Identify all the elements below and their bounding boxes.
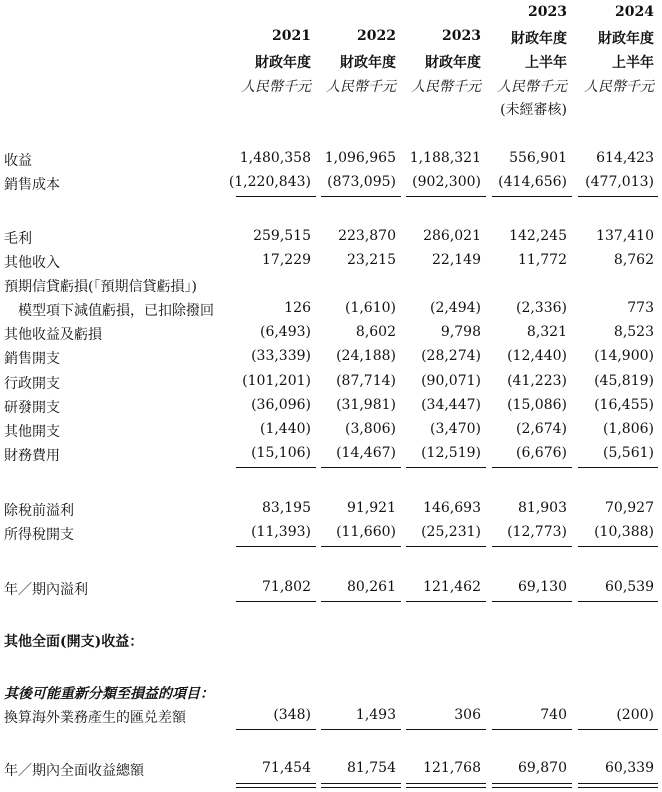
cell: 71,802 <box>262 579 311 595</box>
cell: 9,798 <box>440 324 481 340</box>
cell: 69,130 <box>518 579 567 595</box>
cell: 773 <box>627 300 654 316</box>
cell: (1,806) <box>602 421 654 437</box>
column-period-label: 財政年度 <box>511 31 567 47</box>
cell: (348) <box>273 707 311 723</box>
subtotal-rule <box>492 601 572 602</box>
cell: (2,336) <box>515 300 567 316</box>
cell: (5,561) <box>602 445 654 461</box>
cell: (31,981) <box>336 397 396 413</box>
row-label: 模型項下減值虧損，已扣除撥回 <box>18 303 214 319</box>
column-year: 2021 <box>272 28 311 44</box>
cell: (14,900) <box>594 348 654 364</box>
cell: 8,321 <box>526 324 567 340</box>
cell: 121,768 <box>423 760 481 776</box>
row-label: 毛利 <box>4 231 32 247</box>
cell: 740 <box>540 707 567 723</box>
column-period-label: 財政年度 <box>255 55 311 71</box>
cell: 286,021 <box>423 228 481 244</box>
subtotal-rule <box>236 196 316 197</box>
column-unit: 人民幣千元 <box>411 79 481 95</box>
cell: 22,149 <box>432 252 481 268</box>
subtotal-rule <box>492 729 572 730</box>
cell: (10,388) <box>594 524 654 540</box>
subtotal-rule <box>321 546 401 547</box>
cell: 1,480,358 <box>239 150 311 166</box>
cell: (90,071) <box>421 373 481 389</box>
cell: (14,467) <box>336 445 396 461</box>
cell: (12,519) <box>421 445 481 461</box>
cell: 1,493 <box>355 707 396 723</box>
double-rule-bottom <box>321 787 401 788</box>
cell: 8,602 <box>355 324 396 340</box>
column-unit: 人民幣千元 <box>497 79 567 95</box>
cell: (101,201) <box>242 373 311 389</box>
cell: (3,470) <box>429 421 481 437</box>
cell: (16,455) <box>594 397 654 413</box>
cell: (873,095) <box>327 174 396 190</box>
cell: 81,903 <box>518 500 567 516</box>
cell: 142,245 <box>509 228 567 244</box>
subtotal-rule <box>406 467 486 468</box>
cell: 8,762 <box>613 252 654 268</box>
cell: (36,096) <box>251 397 311 413</box>
row-label: 年／期內溢利 <box>4 582 88 598</box>
cell: (41,223) <box>507 373 567 389</box>
cell: (414,656) <box>498 174 567 190</box>
subtotal-rule <box>406 546 486 547</box>
cell: (1,220,843) <box>228 174 311 190</box>
double-rule-bottom <box>406 787 486 788</box>
row-label: 其他收入 <box>4 255 60 271</box>
cell: (2,494) <box>429 300 481 316</box>
double-rule-top <box>578 783 658 784</box>
cell: 60,339 <box>605 760 654 776</box>
row-label: 換算海外業務產生的匯兑差額 <box>4 710 186 726</box>
subtotal-rule <box>578 196 658 197</box>
subtotal-rule <box>321 601 401 602</box>
cell: 126 <box>284 300 311 316</box>
cell: (87,714) <box>336 373 396 389</box>
cell: (1,440) <box>259 421 311 437</box>
cell: 80,261 <box>347 579 396 595</box>
cell: (34,447) <box>421 397 481 413</box>
subtotal-rule <box>578 729 658 730</box>
cell: (33,339) <box>251 348 311 364</box>
subtotal-rule <box>578 601 658 602</box>
subtotal-rule <box>321 729 401 730</box>
section-subheading: 其後可能重新分類至損益的項目： <box>4 686 214 702</box>
cell: 23,215 <box>347 252 396 268</box>
cell: 223,870 <box>338 228 396 244</box>
cell: (1,610) <box>344 300 396 316</box>
cell: (15,106) <box>251 445 311 461</box>
column-period-label: 財政年度 <box>340 55 396 71</box>
row-label: 銷售開支 <box>4 351 60 367</box>
row-label: 收益 <box>4 153 32 169</box>
subtotal-rule <box>492 196 572 197</box>
cell: (200) <box>616 707 654 723</box>
column-period-sublabel: 上半年 <box>525 55 567 71</box>
column-year: 2024 <box>615 4 654 20</box>
cell: 60,539 <box>605 579 654 595</box>
subtotal-rule <box>236 546 316 547</box>
cell: 69,870 <box>518 760 567 776</box>
subtotal-rule <box>321 467 401 468</box>
double-rule-bottom <box>236 787 316 788</box>
row-label: 財務費用 <box>4 448 60 464</box>
cell: 91,921 <box>347 500 396 516</box>
cell: (902,300) <box>412 174 481 190</box>
cell: 556,901 <box>509 150 567 166</box>
cell: 259,515 <box>253 228 311 244</box>
cell: (11,393) <box>251 524 311 540</box>
subtotal-rule <box>578 546 658 547</box>
cell: 83,195 <box>262 500 311 516</box>
double-rule-top <box>406 783 486 784</box>
column-unit: 人民幣千元 <box>241 79 311 95</box>
cell: (3,806) <box>344 421 396 437</box>
cell: (25,231) <box>421 524 481 540</box>
cell: (12,440) <box>507 348 567 364</box>
double-rule-top <box>492 783 572 784</box>
cell: (477,013) <box>585 174 654 190</box>
cell: 306 <box>454 707 481 723</box>
column-unit: 人民幣千元 <box>584 79 654 95</box>
subtotal-rule <box>236 467 316 468</box>
cell: 137,410 <box>596 228 654 244</box>
row-label: 所得稅開支 <box>4 527 74 543</box>
column-unit: 人民幣千元 <box>326 79 396 95</box>
subtotal-rule <box>406 601 486 602</box>
cell: (12,773) <box>507 524 567 540</box>
column-year: 2023 <box>442 28 481 44</box>
subtotal-rule <box>406 196 486 197</box>
cell: 70,927 <box>605 500 654 516</box>
section-heading: 其他全面(開支)收益： <box>4 634 144 650</box>
cell: 614,423 <box>596 150 654 166</box>
row-label: 預期信貸虧損(「預期信貸虧損」) <box>4 279 197 295</box>
unaudited-note: (未經審核) <box>500 102 567 118</box>
row-label: 年／期內全面收益總額 <box>4 763 144 779</box>
row-label: 其他開支 <box>4 424 60 440</box>
subtotal-rule <box>492 467 572 468</box>
subtotal-rule <box>236 729 316 730</box>
row-label: 行政開支 <box>4 376 60 392</box>
cell: 121,462 <box>423 579 481 595</box>
cell: (45,819) <box>594 373 654 389</box>
row-label: 其他收益及虧損 <box>4 327 102 343</box>
column-period-sublabel: 上半年 <box>612 55 654 71</box>
cell: (11,660) <box>336 524 396 540</box>
subtotal-rule <box>492 546 572 547</box>
cell: 146,693 <box>423 500 481 516</box>
cell: (24,188) <box>336 348 396 364</box>
cell: 8,523 <box>613 324 654 340</box>
cell: (15,086) <box>507 397 567 413</box>
subtotal-rule <box>321 196 401 197</box>
row-label: 研發開支 <box>4 400 60 416</box>
cell: 11,772 <box>518 252 567 268</box>
cell: 81,754 <box>347 760 396 776</box>
double-rule-top <box>236 783 316 784</box>
cell: (6,676) <box>515 445 567 461</box>
cell: 17,229 <box>262 252 311 268</box>
subtotal-rule <box>406 729 486 730</box>
cell: 71,454 <box>262 760 311 776</box>
column-period-label: 財政年度 <box>425 55 481 71</box>
cell: (28,274) <box>421 348 481 364</box>
cell: 1,096,965 <box>324 150 396 166</box>
row-label: 銷售成本 <box>4 177 60 193</box>
double-rule-bottom <box>492 787 572 788</box>
column-year: 2022 <box>357 28 396 44</box>
double-rule-bottom <box>578 787 658 788</box>
cell: 1,188,321 <box>409 150 481 166</box>
column-year: 2023 <box>528 4 567 20</box>
double-rule-top <box>321 783 401 784</box>
subtotal-rule <box>578 467 658 468</box>
cell: (6,493) <box>259 324 311 340</box>
subtotal-rule <box>236 601 316 602</box>
row-label: 除稅前溢利 <box>4 503 74 519</box>
cell: (2,674) <box>515 421 567 437</box>
column-period-label: 財政年度 <box>598 31 654 47</box>
